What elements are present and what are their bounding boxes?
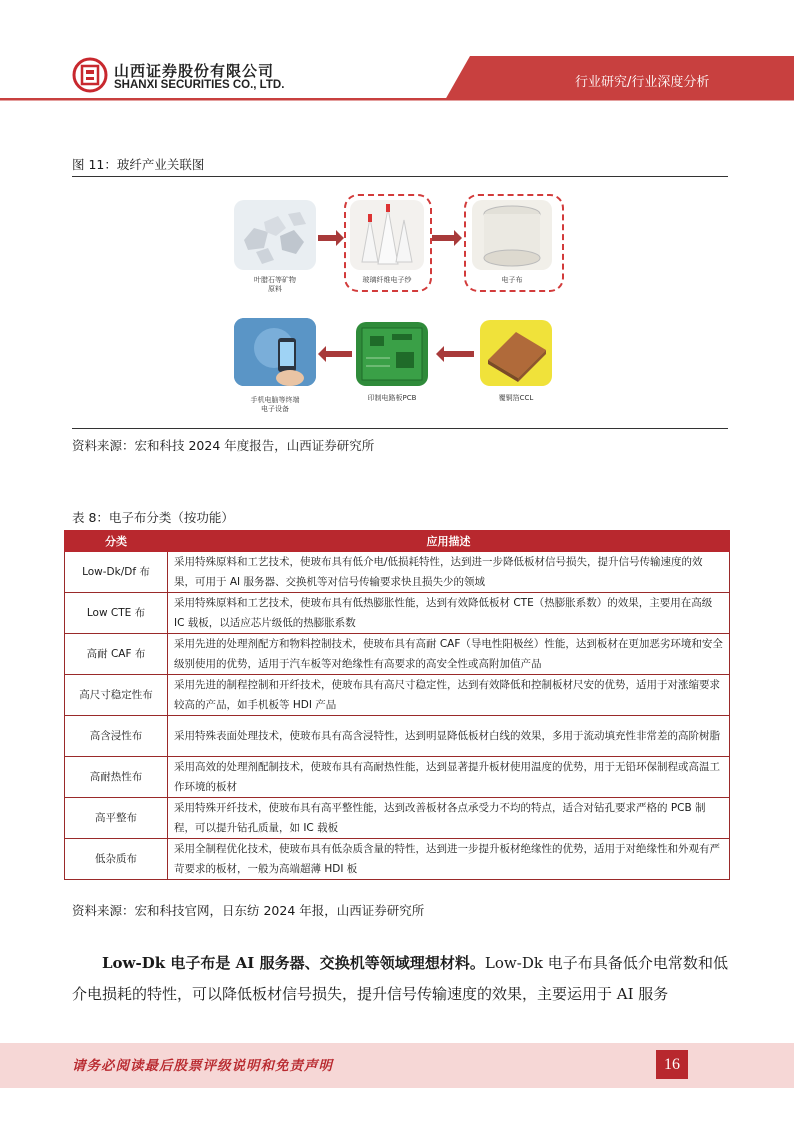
table-caption: 表 8：电子布分类（按功能） <box>72 510 234 525</box>
row-category: Low-Dk/Df 布 <box>65 552 168 593</box>
table-row <box>65 634 730 675</box>
table-row <box>65 552 730 593</box>
row-category: 高耐 CAF 布 <box>65 634 168 675</box>
company-name-cn: 山西证券股份有限公司 <box>114 62 275 80</box>
row-category: 高含浸性布 <box>65 716 168 757</box>
table-header-row <box>65 531 730 552</box>
function-classification-table <box>64 530 730 880</box>
node-label-minerals: 叶腊石等矿物 原料 <box>254 276 296 293</box>
row-description: 采用特殊原料和工艺技术，使玻布具有低介电/低损耗特性，达到进一步降低板材信号损失，提升信号传输速度的效果，可用于 AI 服务器、交换机等对信号传输要求快且损失少的领域 <box>168 552 730 593</box>
row-description: 采用先进的制程控制和开纤技术，使玻布具有高尺寸稳定性，达到有效降低和控制板材尺安的优势，适用于对涨缩要求较高的产品，如手机板等 HDI 产品 <box>168 675 730 716</box>
row-description: 采用特殊原料和工艺技术，使玻布具有低热膨胀性能，达到有效降低板材 CTE（热膨胀系数）的效果，主要用在高级 IC 载板，以适应芯片级低的热膨胀系数 <box>168 593 730 634</box>
node-label-ccl: 覆铜箔CCL <box>498 394 534 402</box>
table-row <box>65 593 730 634</box>
flow-arrows <box>226 190 566 420</box>
row-category: 高耐热性布 <box>65 757 168 798</box>
row-category: 高平整布 <box>65 798 168 839</box>
node-label-cloth: 电子布 <box>501 276 523 284</box>
report-category: 行业研究/行业深度分析 <box>575 75 710 90</box>
row-category: 低杂质布 <box>65 839 168 880</box>
table-row <box>65 839 730 880</box>
body-paragraph <box>72 948 728 1010</box>
header-band <box>0 0 794 110</box>
table-row <box>65 798 730 839</box>
paragraph-text: Low-Dk 电子布具备低介电常数和低介电损耗的特性，可以降低板材信号损失，提升信号传输速度的效果，主要运用于 AI 服务 <box>72 954 728 1003</box>
table-row <box>65 675 730 716</box>
company-logo <box>72 57 108 93</box>
company-name-en: SHANXI SECURITIES CO., LTD. <box>114 79 285 91</box>
row-category: 高尺寸稳定性布 <box>65 675 168 716</box>
node-label-yarn: 玻璃纤维电子纱 <box>362 276 412 284</box>
row-description: 采用特殊表面处理技术，使玻布具有高含浸特性，达到明显降低板材白线的效果，多用于流动填充性非常差的高阶树脂 <box>168 716 730 757</box>
node-label-pcb: 印制电路板PCB <box>367 394 417 402</box>
figure-top-rule <box>72 176 728 177</box>
row-description: 采用高效的处理剂配制技术，使玻布具有高耐热性能，达到显著提升板材使用温度的优势，用于无铅环保制程或高温工作环境的板材 <box>168 757 730 798</box>
node-label-device: 手机电脑等终端 电子设备 <box>250 396 300 413</box>
row-description: 采用全制程优化技术，使玻布具有低杂质含量的特性，达到进一步提升板材绝缘性的优势，适用于对绝缘性和外观有严苛要求的板材，一般为高端超薄 HDI 板 <box>168 839 730 880</box>
industry-chain-diagram <box>226 190 566 420</box>
footer-disclaimer[interactable]: 请务必阅读最后股票评级说明和免责声明 <box>72 1058 333 1074</box>
paragraph-lead: Low-Dk 电子布是 AI 服务器、交换机等领域理想材料。 <box>102 954 485 972</box>
header-description: 应用描述 <box>168 531 730 552</box>
figure-caption: 图 11：玻纤产业关联图 <box>72 157 205 172</box>
figure-bottom-rule <box>72 428 728 429</box>
page-number: 16 <box>656 1050 688 1079</box>
table-row <box>65 757 730 798</box>
table-source: 资料来源：宏和科技官网，日东纺 2024 年报，山西证券研究所 <box>72 903 425 918</box>
table-row <box>65 716 730 757</box>
row-category: Low CTE 布 <box>65 593 168 634</box>
row-description: 采用先进的处理剂配方和物料控制技术，使玻布具有高耐 CAF（导电性阳极丝）性能，达到板材在更加恶劣环境和安全级别使用的优势，适用于汽车板等对绝缘性有高要求的高安全性或高附加值产品 <box>168 634 730 675</box>
row-description: 采用特殊开纤技术，使玻布具有高平整性能，达到改善板材各点承受力不均的特点，适合对钻孔要求严格的 PCB 制程，可以提升钻孔质量，如 IC 载板 <box>168 798 730 839</box>
header-category: 分类 <box>65 531 168 552</box>
figure-source: 资料来源：宏和科技 2024 年度报告，山西证券研究所 <box>72 438 375 453</box>
